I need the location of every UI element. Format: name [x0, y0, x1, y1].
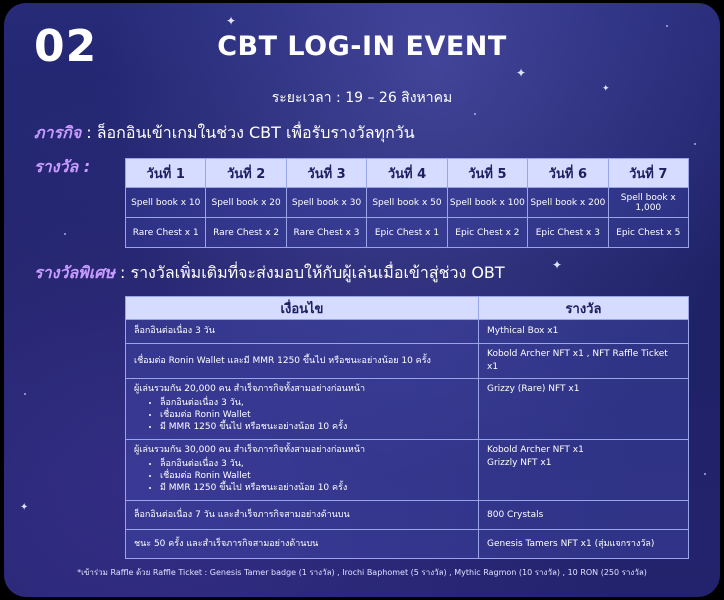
- chest-cell: Rare Chest x 1: [126, 218, 206, 248]
- mission-label: ภารกิจ: [34, 123, 82, 142]
- sparkle-icon: ✦: [516, 66, 527, 80]
- condition-text: เชื่อมต่อ Ronin Wallet และมี MMR 1250 ขึ้นไป หรือชนะอย่างน้อย 10 ครั้ง: [134, 355, 431, 366]
- spellbook-cell: Spell book x 30: [286, 188, 366, 218]
- bonus-row: [126, 320, 689, 344]
- chest-row: [126, 218, 689, 248]
- condition-text: ผู้เล่นรวมกัน 30,000 คน สำเร็จภารกิจทั้งสามอย่างก่อนหน้า: [134, 445, 366, 455]
- day-header: วันที่ 1: [126, 159, 206, 188]
- day-header: วันที่ 7: [608, 159, 688, 188]
- reward-text: Genesis Tamers NFT x1 (สุ่มแจกรางวัล): [487, 538, 655, 549]
- star-dot: [24, 393, 26, 395]
- condition-header: เงื่อนไข: [126, 297, 479, 320]
- chest-cell: Rare Chest x 2: [206, 218, 286, 248]
- condition-text: ชนะ 50 ครั้ง และสำเร็จภารกิจสามอย่างด้านบน: [134, 538, 319, 549]
- spellbook-cell: Spell book x 100: [447, 188, 527, 218]
- reward-cell: [479, 440, 689, 501]
- reward-text: 800 Crystals: [487, 509, 544, 520]
- day-header: วันที่ 2: [206, 159, 286, 188]
- reward-text: Mythical Box x1: [487, 326, 559, 336]
- condition-bullet: • ล็อกอินต่อเนื่อง 3 วัน,: [160, 458, 470, 470]
- star-dot: [704, 473, 706, 475]
- condition-text: ล็อกอินต่อเนื่อง 3 วัน: [134, 326, 215, 336]
- bonus-row: [126, 440, 689, 501]
- condition-cell: [126, 440, 479, 501]
- day-header: วันที่ 5: [447, 159, 527, 188]
- sparkle-icon: ✦: [20, 502, 29, 513]
- reward-text: Kobold Archer NFT x1: [487, 445, 584, 455]
- special-label: รางวัลพิเศษ: [34, 263, 115, 282]
- chest-cell: Epic Chest x 3: [528, 218, 608, 248]
- condition-text: ผู้เล่นรวมกัน 20,000 คน สำเร็จภารกิจทั้งสามอย่างก่อนหน้า: [134, 384, 366, 394]
- condition-bullet: • มี MMR 1250 ขึ้นไป หรือชนะอย่างน้อย 10 ครั้ง: [160, 421, 470, 433]
- star-dot: [64, 233, 66, 235]
- chest-cell: Rare Chest x 3: [286, 218, 366, 248]
- condition-bullets: [134, 458, 470, 494]
- bonus-header-row: [126, 297, 689, 320]
- condition-bullet: • เชื่อมต่อ Ronin Wallet: [160, 409, 470, 421]
- day-header: วันที่ 4: [367, 159, 447, 188]
- bonus-reward-table: [125, 296, 689, 559]
- star-dot: [474, 113, 476, 115]
- bonus-row: [126, 530, 689, 559]
- condition-bullet: • เชื่อมต่อ Ronin Wallet: [160, 470, 470, 482]
- condition-bullets: [134, 397, 470, 433]
- sparkle-icon: ✦: [552, 258, 563, 272]
- condition-cell: [126, 530, 479, 559]
- condition-cell: [126, 320, 479, 344]
- reward-text: Grizzy (Rare) NFT x1: [487, 384, 580, 394]
- daily-header-row: [126, 159, 689, 188]
- spellbook-cell: Spell book x 50: [367, 188, 447, 218]
- spellbook-row: [126, 188, 689, 218]
- condition-cell: [126, 379, 479, 440]
- spellbook-cell: Spell book x 20: [206, 188, 286, 218]
- special-text: : รางวัลเพิ่มเติมที่จะส่งมอบให้กับผู้เล่นเมื่อเข้าสู่ช่วง OBT: [114, 263, 505, 282]
- spellbook-cell: Spell book x 10: [126, 188, 206, 218]
- raffle-footnote: *เข้าร่วม Raffle ด้วย Raffle Ticket : Genesis Tamer badge (1 รางวัล) , Irochi Baphomet (5 รางวัล) , Mythic Ragmon (10 รางวัล) , 10 RON (250 รางวัล): [77, 568, 647, 577]
- day-header: วันที่ 6: [528, 159, 608, 188]
- star-dot: [694, 143, 696, 145]
- reward-cell: [479, 344, 689, 379]
- reward-cell: [479, 501, 689, 530]
- event-card: [4, 3, 720, 597]
- event-period: ระยะเวลา : 19 – 26 สิงหาคม: [271, 90, 453, 106]
- condition-cell: [126, 501, 479, 530]
- condition-cell: [126, 344, 479, 379]
- bonus-row: [126, 501, 689, 530]
- daily-reward-table: [125, 158, 689, 248]
- reward-text: Kobold Archer NFT x1 , NFT Raffle Ticket x1: [487, 349, 668, 372]
- page-title: CBT LOG-IN EVENT: [217, 31, 507, 62]
- sparkle-icon: ✦: [226, 14, 237, 28]
- reward-label: รางวัล :: [34, 157, 91, 176]
- star-dot: [666, 25, 668, 27]
- chest-cell: Epic Chest x 2: [447, 218, 527, 248]
- condition-text: ล็อกอินต่อเนื่อง 7 วัน และสำเร็จภารกิจสามอย่างด้านบน: [134, 509, 350, 520]
- reward-cell: [479, 320, 689, 344]
- reward-header: รางวัล: [479, 297, 689, 320]
- special-line: [34, 261, 505, 286]
- sparkle-icon: ✦: [602, 84, 610, 94]
- spellbook-cell: Spell book x 200: [528, 188, 608, 218]
- day-header: วันที่ 3: [286, 159, 366, 188]
- chest-cell: Epic Chest x 5: [608, 218, 688, 248]
- event-number: 02: [34, 21, 98, 72]
- mission-text: : ล็อกอินเข้าเกมในช่วง CBT เพื่อรับรางวัลทุกวัน: [81, 123, 415, 142]
- condition-bullet: • มี MMR 1250 ขึ้นไป หรือชนะอย่างน้อย 10 ครั้ง: [160, 482, 470, 494]
- bonus-row: [126, 379, 689, 440]
- reward-cell: [479, 379, 689, 440]
- reward-cell: [479, 530, 689, 559]
- reward-text: Grizzly NFT x1: [487, 458, 552, 468]
- spellbook-cell: Spell book x 1,000: [608, 188, 688, 218]
- chest-cell: Epic Chest x 1: [367, 218, 447, 248]
- bonus-row: [126, 344, 689, 379]
- condition-bullet: • ล็อกอินต่อเนื่อง 3 วัน,: [160, 397, 470, 409]
- mission-line: [34, 121, 415, 146]
